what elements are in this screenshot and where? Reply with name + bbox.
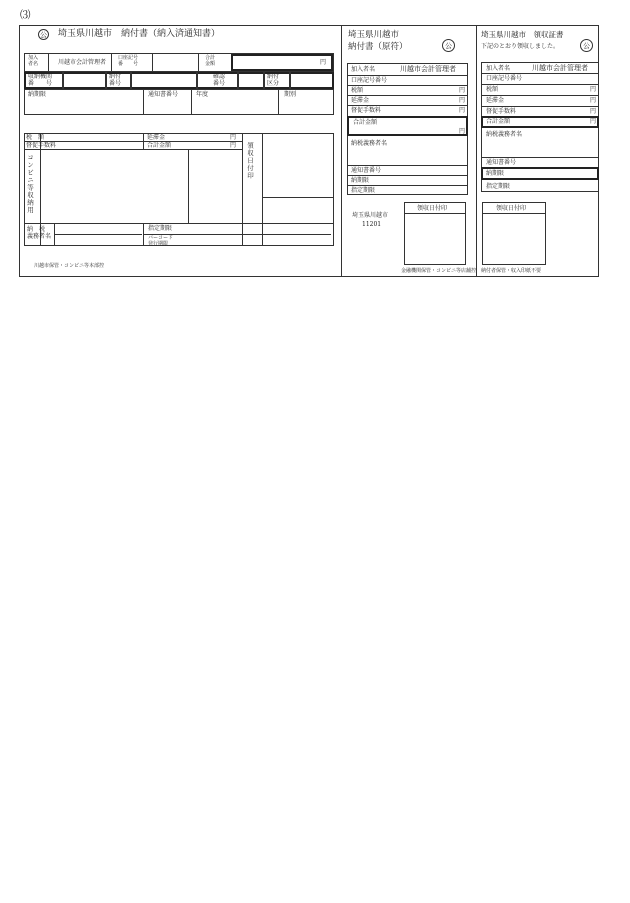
total-amount-box	[231, 54, 333, 71]
original-total-label: 合計金額	[353, 119, 378, 126]
original-payer-label: 納税義務者名	[351, 140, 388, 147]
barcode-expiry-label: バーコード 発行期限	[148, 235, 174, 247]
receipt-total-label: 合計金額	[486, 118, 511, 125]
yen-unit: 円	[230, 142, 237, 149]
total-amount-label-2: 合計金額	[147, 142, 172, 149]
original-designated-label: 指定期限	[351, 187, 376, 194]
receipt-payer-label: 納税義務者名	[486, 131, 523, 138]
original-tax-label: 税額	[351, 87, 364, 94]
receipt-supervision-label: 督促手数料	[486, 108, 517, 115]
yen-unit: 円	[590, 97, 597, 104]
receipt-tax-label: 税額	[486, 86, 499, 93]
deadline-label: 納期限	[28, 91, 47, 98]
public-seal-icon: 公	[442, 39, 455, 52]
payment-class-label: 納付 区分	[267, 73, 280, 87]
yen-unit: 円	[230, 134, 237, 141]
payment-number-label: 納付 番号	[109, 73, 122, 87]
yen-unit: 円	[459, 107, 466, 114]
collector-number-label: 収納機関 番 号	[28, 73, 53, 87]
receipt-subscriber-value: 川越市会計管理者	[532, 64, 588, 72]
receipt-footer: 納付者保管・収入印紙不要	[481, 268, 542, 274]
original-title-2: 納付書（原符）	[348, 42, 408, 52]
yen-unit: 円	[590, 118, 597, 125]
notice-number-label: 通知書番号	[148, 91, 179, 98]
yen-unit: 円	[320, 59, 327, 66]
receipt-account-label: 口座記号番号	[486, 75, 523, 82]
receipt-title: 埼玉県川越市 領収証書	[481, 30, 564, 39]
original-title-1: 埼玉県川越市	[348, 30, 400, 40]
convenience-store-label: コンビニ等収納用	[26, 154, 34, 214]
receipt-designated-label: 指定期限	[486, 183, 511, 190]
late-fee-label: 延滞金	[147, 134, 166, 141]
notice-footer: 川越市保管・コンビニ等本部控	[34, 263, 105, 269]
designated-deadline-label: 指定期限	[148, 225, 173, 232]
supervision-fee-label: 督促手数料	[26, 142, 57, 149]
original-city: 埼玉県川越市	[352, 212, 389, 219]
account-number-label: 口座記号 番 号	[118, 55, 139, 67]
fiscal-year-label: 年度	[196, 91, 209, 98]
section-number: ⑶	[20, 9, 31, 21]
yen-unit: 円	[459, 128, 466, 135]
receipt-notice-no-label: 通知書番号	[486, 159, 517, 166]
tax-amount-label: 税 額	[26, 134, 45, 141]
original-subscriber-value: 川越市会計管理者	[400, 65, 456, 73]
total-amount-label: 合計 金額	[205, 55, 216, 67]
receipt-subtitle: 下記のとおり領収しました。	[481, 43, 560, 50]
subscriber-label: 加入 者名	[28, 55, 39, 67]
original-footer: 金融機関保管・コンビニ等店舗控	[401, 268, 477, 274]
subscriber-value: 川越市会計管理者	[58, 59, 107, 66]
yen-unit: 円	[459, 97, 466, 104]
yen-unit: 円	[459, 87, 466, 94]
confirm-number-label: 確認 番号	[213, 73, 226, 87]
original-stamp-label: 領収日付印	[417, 205, 448, 212]
receipt-stamp-label: 領収日付印	[496, 205, 527, 212]
original-subscriber-label: 加入者名	[351, 66, 376, 73]
receipt-subscriber-label: 加入者名	[486, 65, 511, 72]
original-late-label: 延滞金	[351, 97, 370, 104]
original-account-label: 口座記号番号	[351, 77, 388, 84]
public-seal-icon: 公	[580, 39, 593, 52]
public-seal-icon: 公	[40, 31, 47, 39]
collector-row	[24, 72, 334, 89]
receipt-deadline-label: 納期限	[486, 170, 505, 177]
original-deadline-label: 納期限	[351, 177, 370, 184]
payer-name-label: 納 税 義務者名	[27, 226, 52, 240]
receipt-date-stamp-label: 領収日付印	[246, 142, 254, 180]
receipt-late-label: 延滞金	[486, 97, 505, 104]
original-supervision-label: 督促手数料	[351, 107, 382, 114]
panel-divider	[476, 25, 477, 277]
term-label: 期別	[284, 91, 297, 98]
yen-unit: 円	[590, 86, 597, 93]
original-notice-no-label: 通知書番号	[351, 167, 382, 174]
panel-divider	[341, 25, 342, 277]
original-city-code: 11201	[362, 221, 382, 228]
notice-title: 埼玉県川越市 納付書（納入済通知書）	[58, 29, 221, 39]
yen-unit: 円	[590, 108, 597, 115]
